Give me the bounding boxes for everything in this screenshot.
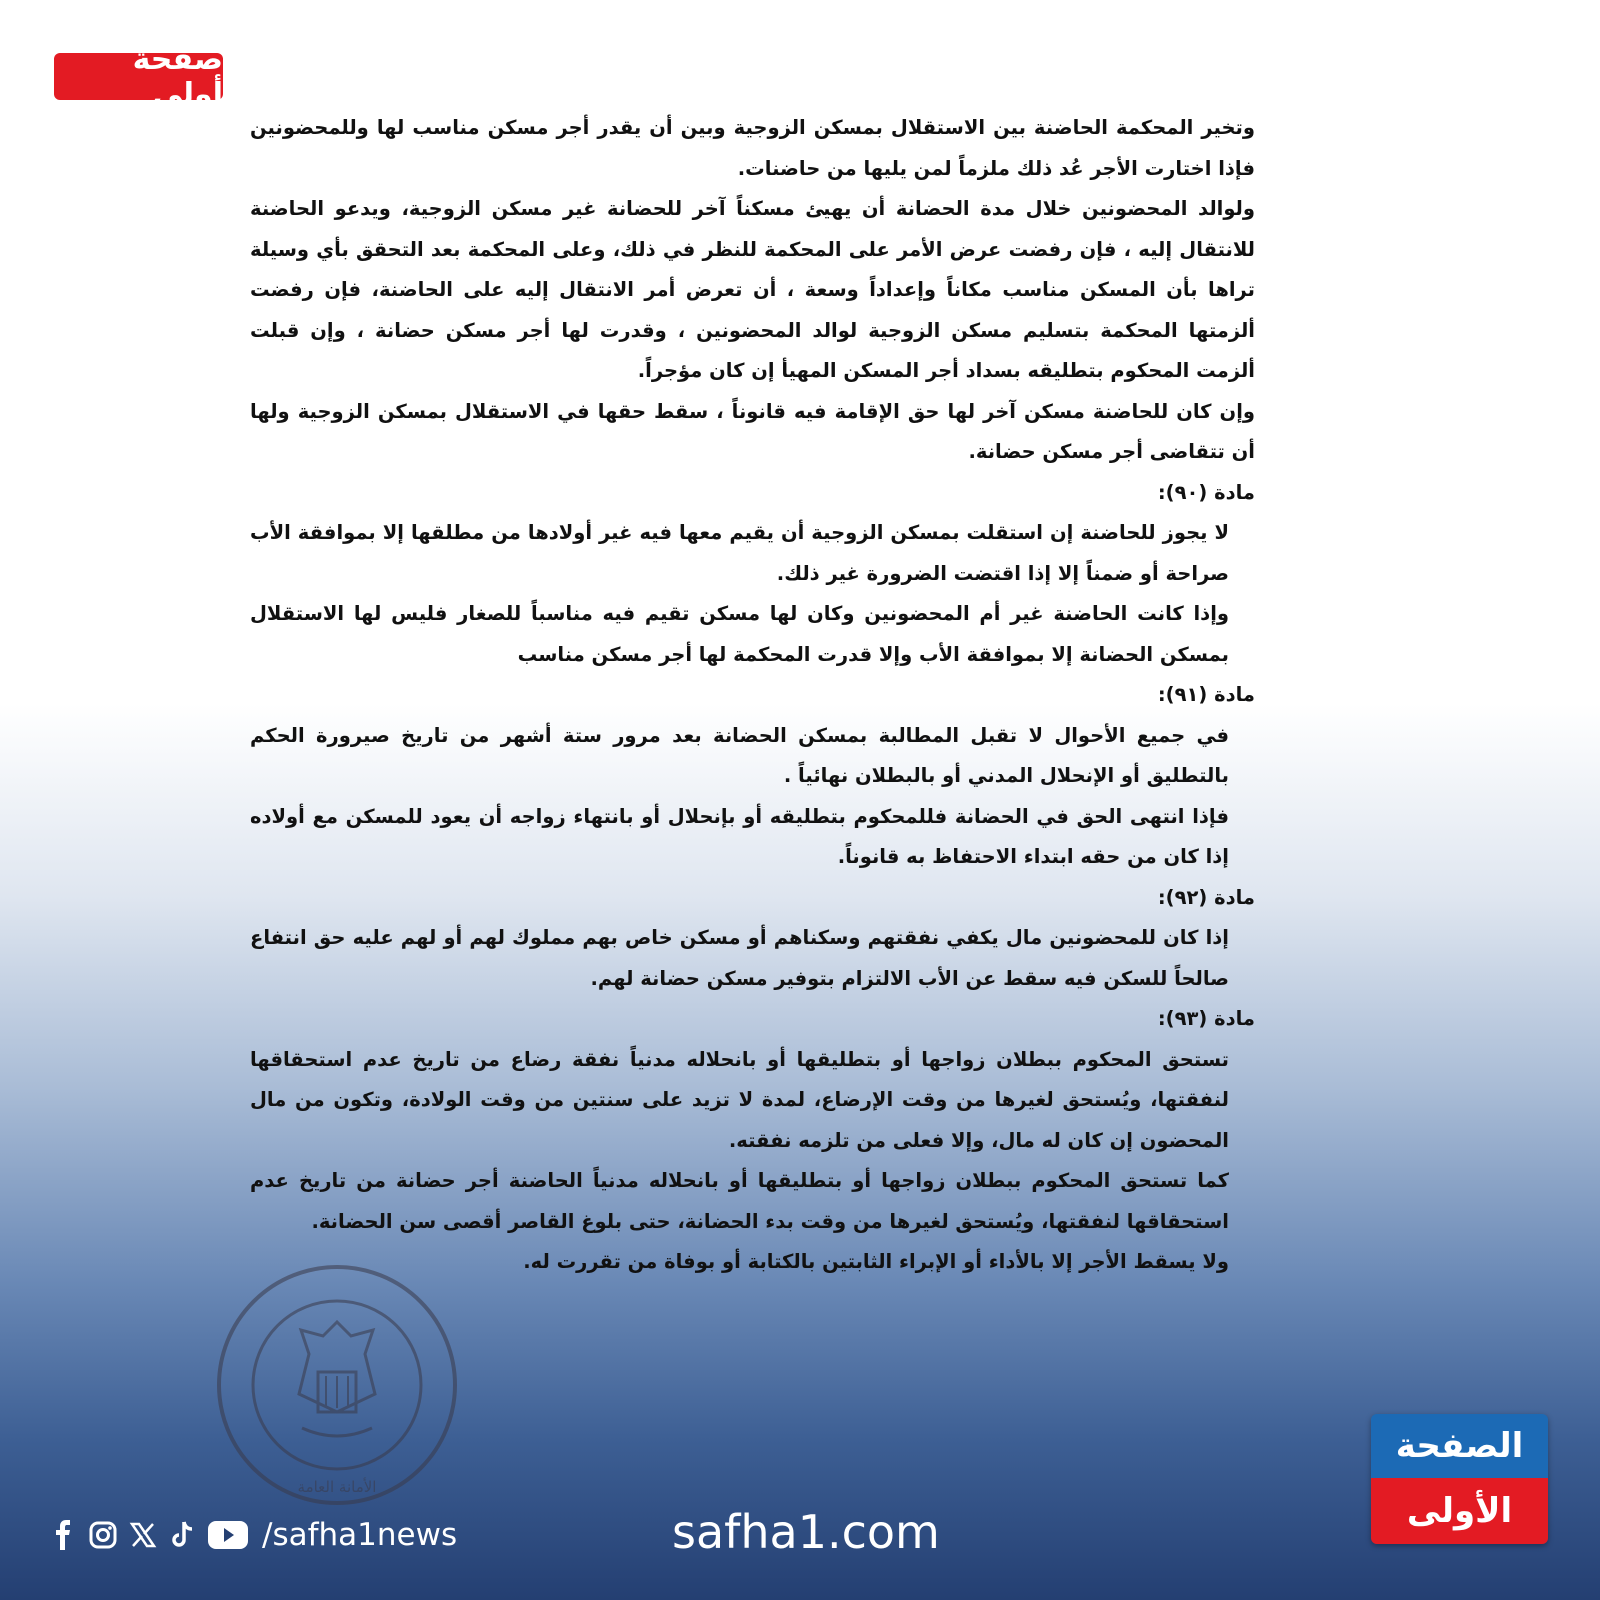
article-heading: مادة (٩١):: [1157, 683, 1255, 706]
section-badge: صفحة أولى: [54, 53, 223, 100]
website-url[interactable]: safha1.com: [672, 1505, 940, 1559]
document-page: [250, 108, 1255, 1283]
social-handle[interactable]: /safha1news: [262, 1517, 458, 1553]
brand-logo: [1371, 1414, 1548, 1544]
youtube-icon[interactable]: [208, 1520, 248, 1550]
paragraph: وإذا كانت الحاضنة غير أم المحضونين وكان لها مسكن تقيم فيه مناسباً للصغار فليس لها الاستقلال بمسكن الحضانة إلا بموافقة الأب وإلا قدرت المحكمة لها أجر مسكن مناسب: [250, 602, 1229, 666]
paragraph: في جميع الأحوال لا تقبل المطالبة بمسكن الحضانة بعد مرور ستة أشهر من تاريخ صيرورة الحكم بالتطليق أو الإنحلال المدني أو بالبطلان نهائياً .: [250, 723, 1229, 787]
paragraph: ولا يسقط الأجر إلا بالأداء أو الإبراء الثابتين بالكتابة أو بوفاة من تقررت له.: [523, 1250, 1229, 1273]
logo-line-1: الصفحة: [1371, 1414, 1548, 1478]
tiktok-icon[interactable]: [168, 1520, 198, 1550]
paragraph: إذا كان للمحضونين مال يكفي نفقتهم وسكناهم أو مسكن خاص بهم مملوك لهم أو لهم عليه حق انتفاع صالحاً للسكن فيه سقط عن الأب الالتزام بتوفير مسكن حضانة لهم.: [250, 926, 1229, 990]
paragraph: كما تستحق المحكوم ببطلان زواجها أو بتطليقها أو بانحلاله مدنياً الحاضنة أجر حضانة من تاريخ عدم استحقاقها لنفقتها، ويُستحق لغيرها من وقت بدء الحضانة، حتى بلوغ القاصر أقصى سن الحضانة.: [250, 1169, 1229, 1233]
logo-line-2: الأولى: [1371, 1478, 1548, 1544]
article-heading: مادة (٩٣):: [1157, 1007, 1255, 1030]
paragraph: ولوالد المحضونين خلال مدة الحضانة أن يهيئ مسكناً آخر للحضانة غير مسكن الزوجية، ويدعو الحاضنة للانتقال إليه ، فإن رفضت عرض الأمر على المحكمة للنظر في ذلك، وعلى المحكمة بعد التحقق بأي وسيلة تراها بأن المسكن مناسب مكاناً وإعداداً وسعة ، أن تعرض أمر الانتقال إليه على الحاضنة، فإن رفضت ألزمتها المحكمة بتسليم مسكن الزوجية لوالد المحضونين ، وقدرت لها أجر مسكن حضانة ، وإن قبلت ألزمت المحكوم بتطليقه بسداد أجر المسكن المهيأ إن كان مؤجراً.: [250, 197, 1255, 382]
official-seal: [212, 1260, 462, 1510]
article-heading: مادة (٩٢):: [1157, 885, 1255, 909]
x-icon[interactable]: [128, 1520, 158, 1550]
social-links: [48, 1515, 457, 1555]
paragraph: وتخير المحكمة الحاضنة بين الاستقلال بمسكن الزوجية وبين أن يقدر أجر مسكن مناسب لها وللمحضونين فإذا اختارت الأجر عُد ذلك ملزماً لمن يليها من حاضنات.: [250, 116, 1255, 180]
instagram-icon[interactable]: [88, 1520, 118, 1550]
paragraph: لا يجوز للحاضنة إن استقلت بمسكن الزوجية أن يقيم معها فيه غير أولادها من مطلقها إلا بموافقة الأب صراحة أو ضمناً إلا إذا اقتضت الضرورة غير ذلك.: [250, 521, 1229, 585]
paragraph: وإن كان للحاضنة مسكن آخر لها حق الإقامة فيه قانوناً ، سقط حقها في الاستقلال بمسكن الزوجية ولها أن تتقاضى أجر مسكن حضانة.: [250, 399, 1255, 463]
paragraph: تستحق المحكوم ببطلان زواجها أو بتطليقها أو بانحلاله مدنياً نفقة رضاع من تاريخ عدم استحقاقها لنفقتها، ويُستحق لغيرها من وقت الإرضاع، لمدة لا تزيد على سنتين من وقت الولادة، وتكون من مال المحضون إن كان له مال، وإلا فعلى من تلزمه نفقته.: [250, 1047, 1229, 1152]
seal-text: الأمانة العامة: [297, 1478, 377, 1496]
facebook-icon[interactable]: [48, 1520, 78, 1550]
article-heading: مادة (٩٠):: [1157, 480, 1255, 504]
paragraph: فإذا انتهى الحق في الحضانة فللمحكوم بتطليقه أو بإنحلال أو بانتهاء زواجه أن يعود للمسكن مع أولاده إذا كان من حقه ابتداء الاحتفاظ به قانوناً.: [250, 804, 1229, 868]
